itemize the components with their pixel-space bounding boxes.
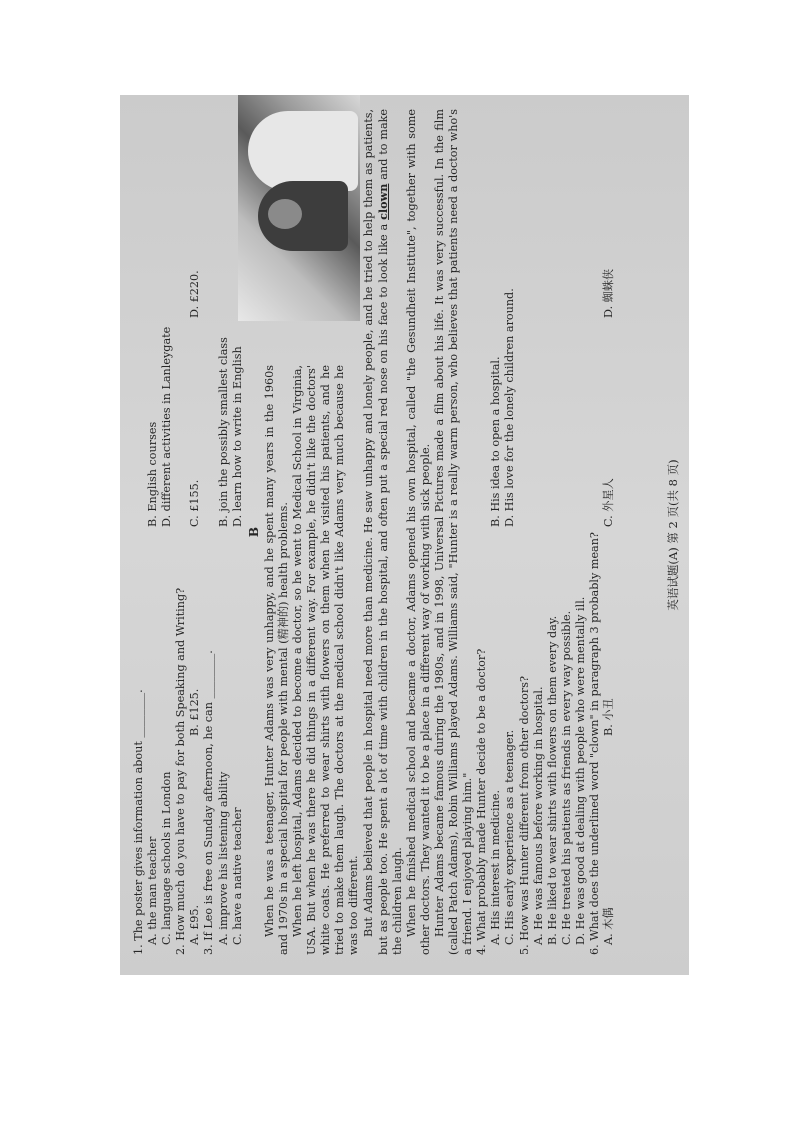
answer-option: D. He was good at dealing with people who were mentally ill. <box>573 596 587 945</box>
answer-option: A. He was famous before working in hospital. <box>531 686 545 945</box>
passage-paragraph-3 <box>362 109 405 955</box>
answer-option: A. the man teacher <box>146 836 160 945</box>
answer-option: A. His interest in medicine. <box>489 789 503 945</box>
answer-option: A. improve his listening ability <box>216 771 230 945</box>
answer-option: C. His early experience as a teenager. <box>503 729 517 945</box>
answer-option: C. 外星人 <box>602 478 616 527</box>
question-group-top <box>132 109 245 955</box>
answer-option: D. 蜘蛛侠 <box>602 268 616 318</box>
section-title: B <box>246 526 261 538</box>
bottom-question-stem: 5. How was Hunter different from other doctors? <box>517 676 531 955</box>
options-row <box>146 109 160 955</box>
answer-option: C. £155. <box>188 479 202 527</box>
passage-photo <box>238 95 360 321</box>
bottom-question-stem: 4. What probably made Hunter decide to be a doctor? <box>475 648 489 955</box>
exam-page <box>120 95 689 975</box>
answer-option: D. His love for the lonely children around. <box>503 288 517 527</box>
answer-option: D. £220. <box>188 270 202 318</box>
answer-option: C. language schools in London <box>160 771 174 945</box>
question-group-bottom <box>475 109 616 955</box>
answer-option: B. He liked to wear shirts with flowers on them every day. <box>545 615 559 945</box>
passage-paragraph-2: When he left hospital, Adams decided to become a doctor, so he went to Medical School in Virginia, USA. But when he was there he did things in a different way. For example, he didn't like the doctors' white coats. He preferred to wear shirts with flowers on them when he visited his patients, and he tried to make them laugh. The doctors at the medical school didn't like Adams very much because he was too different. <box>291 365 361 955</box>
passage-wrap-zone <box>263 365 362 955</box>
answer-option: B. 小丑 <box>602 698 616 736</box>
photo-face <box>268 199 302 229</box>
passage-paragraph-4: When he finished medical school and became a doctor, Adams opened his own hospital, called "the Gesundheit Institute", together with some other doctors. They wanted it to be a place in a different way of working with sick people. <box>404 109 432 955</box>
bottom-question-stem: 6. What does the underlined word "clown" in paragraph 3 probably mean? <box>588 532 601 955</box>
photo-figure-doctor <box>248 111 358 191</box>
answer-option: A. £95. <box>188 904 202 945</box>
top-question-stem: 3. If Leo is free on Sunday afternoon, he can ________. <box>202 650 216 955</box>
top-question-stem: 1. The poster gives information about ________. <box>132 689 145 955</box>
options-row <box>489 109 503 955</box>
answer-option: B. English courses <box>146 421 160 527</box>
answer-option: A. 木偶 <box>602 907 616 945</box>
answer-option: B. His idea to open a hospital. <box>489 356 503 527</box>
page-footer: 英语试题(A) 第 2 页(共 8 页) <box>666 459 680 611</box>
options-row <box>188 109 202 955</box>
answer-option: D. learn how to write in English <box>230 346 244 527</box>
passage-paragraph-1: When he was a teenager, Hunter Adams was very unhappy, and he spent many years in the 1960s and 1970s in a special hospital for people with mental (精神的) health problems. <box>262 365 290 955</box>
options-row <box>602 109 616 955</box>
underlined-word: clown <box>375 183 390 220</box>
answer-option: D. different activities in Lanleygate <box>160 326 174 527</box>
passage-paragraph-5: Hunter Adams became famous during the 1980s, and in 1998, Universal Pictures made a film about his life. It was very successful. In the film (called Patch Adams), Robin Williams played Adams. Williams said, "Hunter is a really warm person, who believes that patients need a doctor who's a friend. I enjoyed playing him." <box>432 109 475 955</box>
answer-option: C. have a native teacher <box>230 807 244 945</box>
options-row <box>217 109 231 955</box>
passage-paragraph-3-tail: and to make the children laugh. <box>376 108 404 955</box>
options-row <box>160 109 174 955</box>
passage-paragraph-3-text: But Adams believed that people in hospital need more than medicine. He saw unhappy and lonely people, and he tried to help them as patients, but as people too. He spent a lot of time with children in the hospital, and often put a special red nose on his face to look like a <box>361 109 390 955</box>
answer-option: B. join the possibly smallest class <box>216 337 230 527</box>
page-content <box>132 109 616 955</box>
document-photo <box>120 95 689 975</box>
answer-option: C. He treated his patients as friends in every way possible. <box>559 610 573 945</box>
options-row <box>503 109 517 955</box>
answer-option: B. £125. <box>188 688 202 736</box>
top-question-stem: 2. How much do you have to pay for both Speaking and Writing? <box>174 587 188 955</box>
